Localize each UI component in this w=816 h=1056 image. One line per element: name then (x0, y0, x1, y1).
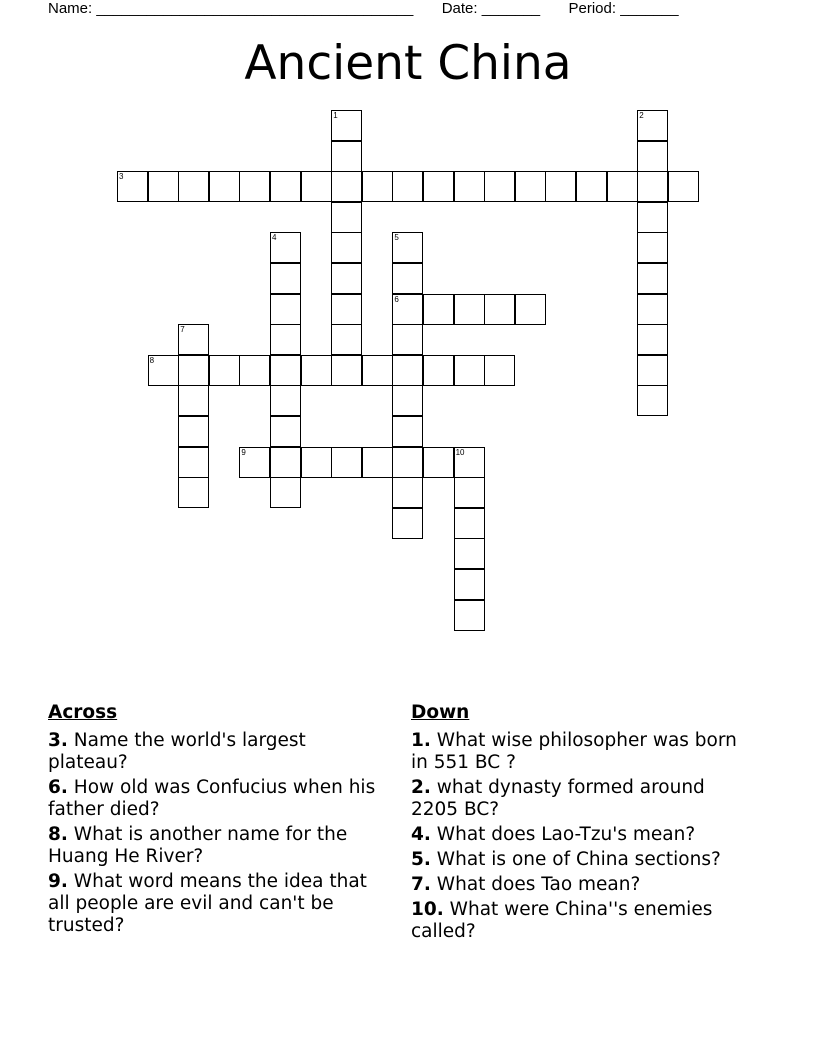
clue-down-7 (411, 874, 751, 896)
clue-number: 1. (411, 730, 431, 751)
clue-across-6 (48, 777, 388, 821)
crossword-cell[interactable] (239, 355, 270, 386)
crossword-cell[interactable] (270, 477, 301, 508)
crossword-cell[interactable] (484, 355, 515, 386)
crossword-cell[interactable] (178, 385, 209, 416)
clue-text: How old was Confucius when his father died? (48, 777, 376, 820)
clue-down-2 (411, 777, 751, 821)
crossword-cell[interactable] (637, 171, 668, 202)
clue-number: 3. (48, 730, 68, 751)
crossword-cell[interactable] (668, 171, 699, 202)
clue-number: 6. (48, 777, 68, 798)
crossword-cell[interactable] (392, 294, 423, 325)
clue-text: What wise philosopher was born in 551 BC ? (411, 730, 737, 773)
clue-text: What is another name for the Huang He River? (48, 824, 348, 867)
clue-number: 8. (48, 824, 68, 845)
crossword-cell[interactable] (270, 355, 301, 386)
crossword-cell[interactable] (637, 202, 668, 233)
page-title: Ancient China (244, 36, 572, 91)
crossword-cell[interactable] (454, 569, 485, 600)
crossword-cell[interactable] (454, 508, 485, 539)
crossword-cell[interactable] (270, 232, 301, 263)
crossword-cell[interactable] (637, 324, 668, 355)
date-blank[interactable]: _______ (481, 0, 541, 17)
crossword-cell[interactable] (209, 355, 240, 386)
crossword-cell[interactable] (637, 294, 668, 325)
cell-number: 4 (272, 233, 277, 243)
crossword-cell[interactable] (209, 171, 240, 202)
crossword-cell[interactable] (454, 294, 485, 325)
crossword-cell[interactable] (239, 171, 270, 202)
crossword-cell[interactable] (392, 447, 423, 478)
crossword-cell[interactable] (637, 141, 668, 172)
crossword-cell[interactable] (423, 447, 454, 478)
crossword-cell[interactable] (392, 355, 423, 386)
clue-text: What does Lao-Tzu's mean? (436, 824, 696, 845)
period-blank[interactable]: _______ (620, 0, 679, 17)
clue-text: what dynasty formed around 2205 BC? (411, 777, 705, 820)
crossword-cell[interactable] (301, 355, 332, 386)
crossword-cell[interactable] (331, 171, 362, 202)
cell-number: 8 (149, 355, 155, 365)
clue-number: 9. (48, 871, 68, 892)
crossword-cell[interactable] (454, 600, 485, 631)
period-label: Period: (568, 0, 617, 17)
clue-text: What does Tao mean? (436, 874, 641, 895)
crossword-cell[interactable] (178, 416, 209, 447)
crossword-cell[interactable] (637, 232, 668, 263)
crossword-cell[interactable] (178, 355, 209, 386)
crossword-cell[interactable] (362, 447, 393, 478)
crossword-cell[interactable] (454, 171, 485, 202)
crossword-cell[interactable] (270, 263, 301, 294)
crossword-cell[interactable] (178, 447, 209, 478)
crossword-cell[interactable] (423, 355, 454, 386)
crossword-cell[interactable] (392, 477, 423, 508)
clue-text: What were China''s enemies called? (411, 899, 713, 942)
crossword-cell[interactable] (362, 355, 393, 386)
down-clues (411, 702, 751, 946)
clue-down-1 (411, 730, 751, 774)
clue-text: What is one of China sections? (436, 849, 721, 870)
crossword-cell[interactable] (545, 171, 576, 202)
crossword-cell[interactable] (270, 171, 301, 202)
crossword-cell[interactable] (178, 324, 209, 355)
crossword-cell[interactable] (331, 263, 362, 294)
crossword-cell[interactable] (515, 294, 546, 325)
crossword-cell[interactable] (392, 232, 423, 263)
crossword-cell[interactable] (576, 171, 607, 202)
cell-number: 3 (119, 172, 124, 182)
clue-down-10 (411, 899, 751, 943)
crossword-cell[interactable] (239, 447, 270, 478)
crossword-cell[interactable] (270, 416, 301, 447)
crossword-cell[interactable] (270, 447, 301, 478)
crossword-cell[interactable] (484, 171, 515, 202)
crossword-cell[interactable] (637, 110, 668, 141)
crossword-cell[interactable] (637, 355, 668, 386)
crossword-cell[interactable] (637, 385, 668, 416)
name-blank[interactable]: ______________________________________ (96, 0, 414, 17)
crossword-cell[interactable] (331, 324, 362, 355)
date-label: Date: (441, 0, 478, 17)
clue-across-9 (48, 871, 388, 937)
crossword-cell[interactable] (392, 324, 423, 355)
crossword-cell[interactable] (515, 171, 546, 202)
crossword-cell[interactable] (331, 447, 362, 478)
cell-number: 2 (639, 111, 644, 120)
cell-number: 7 (180, 325, 185, 335)
clue-down-4 (411, 824, 751, 846)
crossword-cell[interactable] (362, 171, 393, 202)
cell-number: 9 (241, 447, 246, 457)
clue-number: 4. (411, 824, 431, 845)
crossword-cell[interactable] (392, 385, 423, 416)
crossword-cell[interactable] (423, 294, 454, 325)
clue-down-5 (411, 849, 751, 871)
crossword-cell[interactable] (148, 355, 179, 386)
clue-across-3 (48, 730, 388, 774)
clue-number: 2. (411, 777, 431, 798)
crossword-cell[interactable] (392, 416, 423, 447)
clue-number: 5. (411, 849, 431, 870)
cell-number: 5 (394, 233, 399, 243)
crossword-cell[interactable] (454, 538, 485, 569)
clue-number: 10. (411, 899, 444, 920)
crossword-cell[interactable] (454, 447, 485, 478)
crossword-cell[interactable] (301, 447, 332, 478)
across-clues (48, 702, 388, 940)
cell-number: 6 (394, 294, 399, 304)
crossword-cell[interactable] (270, 385, 301, 416)
crossword-cell[interactable] (392, 508, 423, 539)
crossword-cell[interactable] (454, 477, 485, 508)
crossword-cell[interactable] (178, 477, 209, 508)
crossword-cell[interactable] (331, 232, 362, 263)
clue-text: Name the world's largest plateau? (48, 730, 306, 773)
name-label: Name: (48, 0, 93, 17)
crossword-cell[interactable] (392, 171, 423, 202)
clue-text: What word means the idea that all people are evil and can't be trusted? (48, 871, 367, 936)
clue-across-8 (48, 824, 388, 868)
cell-number: 10 (455, 447, 465, 457)
down-heading: Down (411, 702, 470, 723)
crossword-cell[interactable] (454, 355, 485, 386)
crossword-cell[interactable] (270, 294, 301, 325)
cell-number: 1 (333, 111, 338, 120)
across-heading: Across (48, 702, 118, 723)
crossword-cell[interactable] (331, 355, 362, 386)
crossword-cell[interactable] (637, 263, 668, 294)
crossword-cell[interactable] (331, 110, 362, 141)
crossword-cell[interactable] (484, 294, 515, 325)
crossword-cell[interactable] (270, 324, 301, 355)
crossword-cell[interactable] (331, 141, 362, 172)
crossword-cell[interactable] (148, 171, 179, 202)
crossword-cell[interactable] (423, 171, 454, 202)
crossword-cell[interactable] (301, 171, 332, 202)
crossword-cell[interactable] (331, 294, 362, 325)
crossword-cell[interactable] (331, 202, 362, 233)
clue-number: 7. (411, 874, 431, 895)
crossword-cell[interactable] (607, 171, 638, 202)
crossword-cell[interactable] (178, 171, 209, 202)
crossword-cell[interactable] (392, 263, 423, 294)
crossword-cell[interactable] (117, 171, 148, 202)
